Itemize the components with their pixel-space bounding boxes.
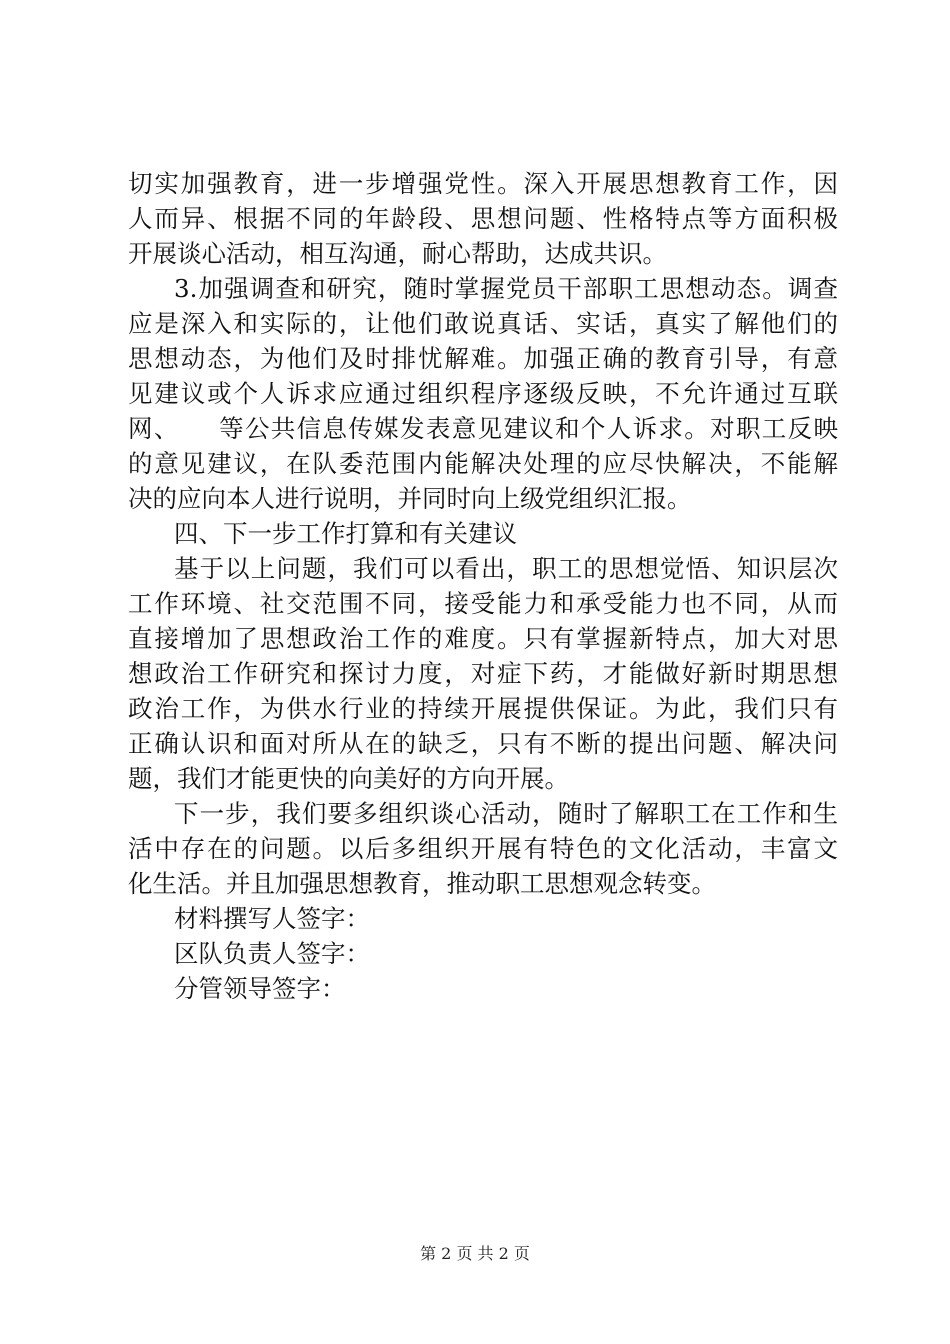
text-line: 直接增加了思想政治工作的难度。只有掌握新特点，加大对思 [128,624,838,653]
section-heading: 四、下一步工作打算和有关建议 [174,519,517,548]
text-line: 活中存在的问题。以后多组织开展有特色的文化活动，丰富文 [128,834,838,863]
text-line: 开展谈心活动，相互沟通，耐心帮助，达成共识。 [128,239,667,268]
signature-writer-label: 材料撰写人签字： [174,904,370,933]
text-line: 见建议或个人诉求应通过组织程序逐级反映，不允许通过互联 [128,379,838,408]
text-line: 题，我们才能更快的向美好的方向开展。 [128,764,569,793]
text-line: 化生活。并且加强思想教育，推动职工思想观念转变。 [128,869,716,898]
text-line: 3.加强调查和研究，随时掌握党员干部职工思想动态。调查 [174,274,838,303]
text-line: 应是深入和实际的，让他们敢说真话、实话，真实了解他们的 [128,309,838,338]
page-number: 第 2 页 共 2 页 [420,1244,530,1263]
document-body [128,166,838,1006]
text-line: 工作环境、社交范围不同，接受能力和承受能力也不同，从而 [128,589,838,618]
text-line: 政治工作，为供水行业的持续开展提供保证。为此，我们只有 [128,694,838,723]
text-line: 思想动态，为他们及时排忧解难。加强正确的教育引导，有意 [128,344,838,373]
text-line: 切实加强教育，进一步增强党性。深入开展思想教育工作，因 [128,169,838,198]
text-line: 网、 等公共信息传媒发表意见建议和个人诉求。对职工反映 [128,414,838,443]
text-line: 正确认识和面对所从在的缺乏，只有不断的提出问题、解决问 [128,729,838,758]
text-line: 基于以上问题，我们可以看出，职工的思想觉悟、知识层次 [174,554,838,583]
text-line: 决的应向本人进行说明，并同时向上级党组织汇报。 [128,484,692,513]
text-line: 人而异、根据不同的年龄段、思想问题、性格特点等方面积极 [128,204,838,233]
text-line: 下一步，我们要多组织谈心活动，随时了解职工在工作和生 [174,799,838,828]
signature-supervisor-label: 分管领导签字： [174,974,346,1003]
text-line: 的意见建议，在队委范围内能解决处理的应尽快解决，不能解 [128,449,838,478]
text-line: 想政治工作研究和探讨力度，对症下药，才能做好新时期思想 [128,659,838,688]
signature-team-leader-label: 区队负责人签字： [174,939,370,968]
